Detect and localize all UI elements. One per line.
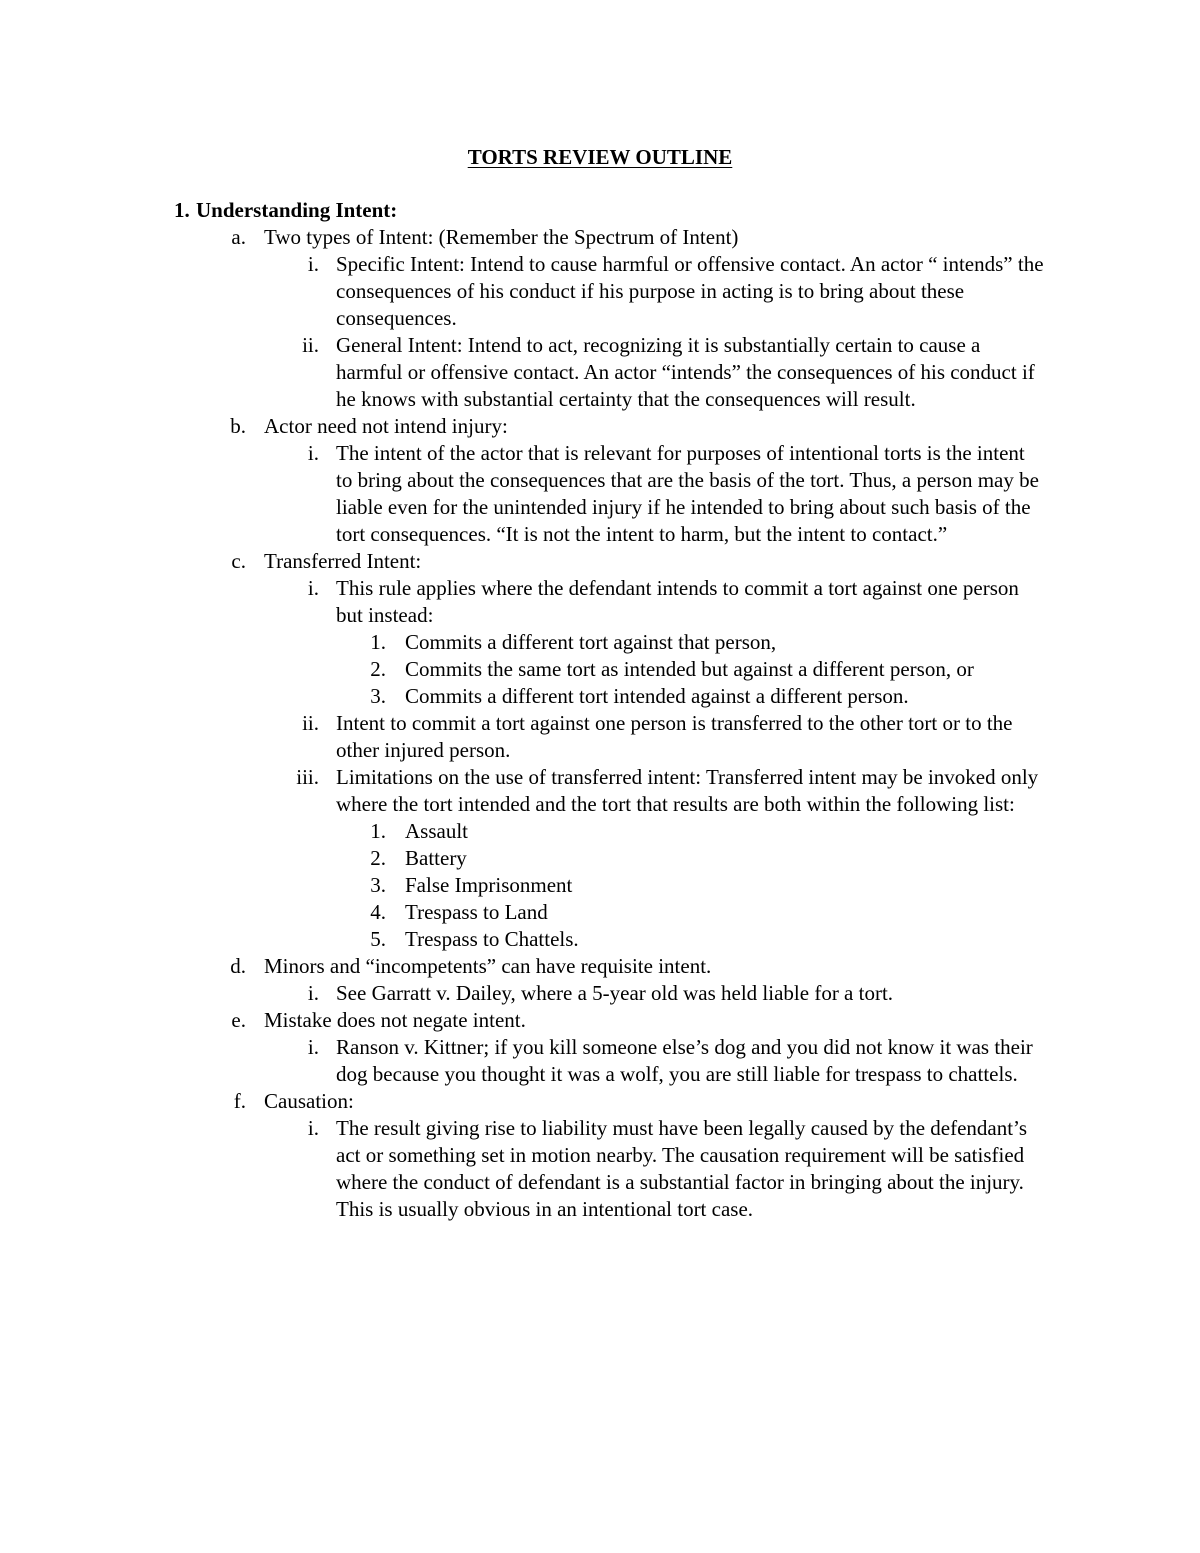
outline-item-marker: iii. bbox=[296, 765, 319, 789]
outline-item-level-2 bbox=[0, 1007, 1200, 1034]
outline-item-text: Transferred Intent: bbox=[264, 549, 422, 573]
outline-item-marker: 1. bbox=[370, 630, 386, 654]
outline-item-text: Minors and “incompetents” can have requisite intent. bbox=[264, 954, 712, 978]
outline-item-text: General Intent: Intend to act, recognizing it is substantially certain to cause a harmful or offensive contact. An actor “intends” the consequences of his conduct if he knows with substantial certainty that the consequences will result. bbox=[336, 333, 1035, 411]
outline-item-level-4 bbox=[0, 926, 1200, 953]
outline-item-text: Commits the same tort as intended but against a different person, or bbox=[405, 657, 974, 681]
outline-item-level-4 bbox=[0, 656, 1200, 683]
outline-item-level-4 bbox=[0, 629, 1200, 656]
outline-item-level-3 bbox=[0, 332, 1200, 413]
outline-item-text: Trespass to Chattels. bbox=[405, 927, 579, 951]
outline-item-text: See Garratt v. Dailey, where a 5-year old was held liable for a tort. bbox=[336, 981, 894, 1005]
outline-item-level-4 bbox=[0, 845, 1200, 872]
outline-item-marker: d. bbox=[230, 954, 246, 978]
outline-item-marker: i. bbox=[307, 576, 319, 600]
outline-item-marker: i. bbox=[307, 441, 319, 465]
outline-item-text: Trespass to Land bbox=[405, 900, 548, 924]
outline-item-marker: b. bbox=[230, 414, 246, 438]
outline-item-marker: i. bbox=[307, 1116, 319, 1140]
outline-item-marker: i. bbox=[307, 981, 319, 1005]
outline-item-text: Two types of Intent: (Remember the Spectrum of Intent) bbox=[264, 225, 739, 249]
outline-item-level-3 bbox=[0, 764, 1200, 818]
outline-item-level-4 bbox=[0, 818, 1200, 845]
outline-list bbox=[0, 197, 1200, 1223]
document-title-text: TORTS REVIEW OUTLINE bbox=[467, 145, 733, 169]
outline-item-text: The intent of the actor that is relevant for purposes of intentional torts is the intent to bring about the consequences that are the basis of the tort. Thus, a person may be liable even for the unintended injury if he intended to bring about such basis of the tort consequences. “It is not the intent to harm, but the intent to contact.” bbox=[336, 441, 1039, 546]
outline-item-marker: f. bbox=[233, 1089, 246, 1113]
outline-item-marker: 3. bbox=[370, 873, 386, 897]
outline-item-level-3 bbox=[0, 980, 1200, 1007]
outline-item-text: Commits a different tort intended against a different person. bbox=[405, 684, 909, 708]
outline-item-level-3 bbox=[0, 440, 1200, 548]
outline-item-level-4 bbox=[0, 872, 1200, 899]
outline-item-level-3 bbox=[0, 575, 1200, 629]
outline-item-text: The result giving rise to liability must have been legally caused by the defendant’s act or something set in motion nearby. The causation requirement will be satisfied where the conduct of defendant is a substantial factor in bringing about the injury. This is usually obvious in an intentional tort case. bbox=[336, 1116, 1028, 1221]
outline-item-text: Understanding Intent: bbox=[196, 198, 398, 222]
outline-item-marker: e. bbox=[231, 1008, 246, 1032]
outline-item-text: This rule applies where the defendant intends to commit a tort against one person but instead: bbox=[336, 576, 1019, 627]
outline-item-text: Ranson v. Kittner; if you kill someone else’s dog and you did not know it was their dog because you thought it was a wolf, you are still liable for trespass to chattels. bbox=[336, 1035, 1033, 1086]
outline-item-level-2 bbox=[0, 1088, 1200, 1115]
outline-item-marker: 1. bbox=[370, 819, 386, 843]
outline-item-level-2 bbox=[0, 953, 1200, 980]
outline-item-marker: a. bbox=[231, 225, 246, 249]
outline-item-level-3 bbox=[0, 1034, 1200, 1088]
outline-item-level-1 bbox=[0, 197, 1200, 224]
outline-item-marker: i. bbox=[307, 252, 319, 276]
outline-item-marker: 4. bbox=[370, 900, 386, 924]
outline-item-level-4 bbox=[0, 683, 1200, 710]
outline-item-marker: ii. bbox=[302, 711, 319, 735]
outline-item-text: Specific Intent: Intend to cause harmful or offensive contact. An actor “ intends” the consequences of his conduct if his purpose in acting is to bring about these consequences. bbox=[336, 252, 1044, 330]
outline-item-level-3 bbox=[0, 710, 1200, 764]
outline-item-text: Commits a different tort against that person, bbox=[405, 630, 777, 654]
outline-item-level-3 bbox=[0, 251, 1200, 332]
outline-item-text: Intent to commit a tort against one person is transferred to the other tort or to the other injured person. bbox=[336, 711, 1013, 762]
document-title bbox=[0, 143, 1200, 171]
outline-item-text: False Imprisonment bbox=[405, 873, 573, 897]
outline-item-marker: 5. bbox=[370, 927, 386, 951]
outline-item-text: Actor need not intend injury: bbox=[264, 414, 508, 438]
outline-item-text: Causation: bbox=[264, 1089, 354, 1113]
outline-item-level-2 bbox=[0, 224, 1200, 251]
outline-item-marker: 2. bbox=[370, 657, 386, 681]
outline-item-level-2 bbox=[0, 413, 1200, 440]
outline-item-text: Mistake does not negate intent. bbox=[264, 1008, 526, 1032]
outline-item-marker: 3. bbox=[370, 684, 386, 708]
outline-item-text: Assault bbox=[405, 819, 468, 843]
outline-item-marker: 1. bbox=[174, 198, 190, 222]
outline-item-marker: c. bbox=[231, 549, 246, 573]
outline-item-marker: ii. bbox=[302, 333, 319, 357]
outline-item-level-2 bbox=[0, 548, 1200, 575]
outline-item-marker: 2. bbox=[370, 846, 386, 870]
outline-item-text: Battery bbox=[405, 846, 467, 870]
outline-item-marker: i. bbox=[307, 1035, 319, 1059]
outline-item-level-3 bbox=[0, 1115, 1200, 1223]
outline-item-level-4 bbox=[0, 899, 1200, 926]
outline-item-text: Limitations on the use of transferred intent: Transferred intent may be invoked only where the tort intended and the tort that results are both within the following list: bbox=[336, 765, 1039, 816]
